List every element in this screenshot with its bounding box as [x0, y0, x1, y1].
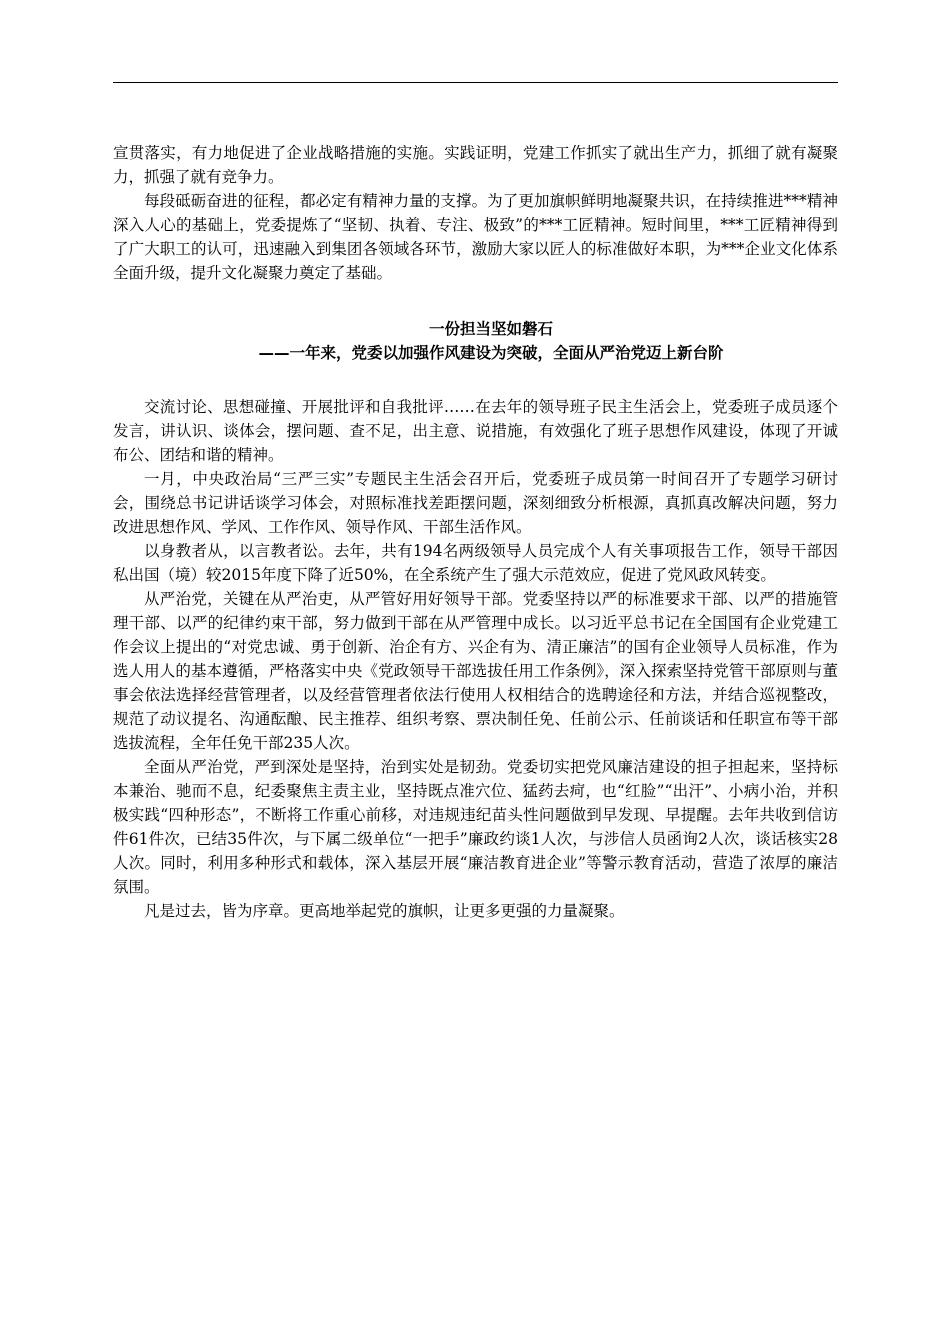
paragraph: 从严治党，关键在从严治吏，从严管好用好领导干部。党委坚持以严的标准要求干部、以严的措施管理干部、以严的纪律约束干部，努力做到干部在从严管理中成长。以习近平总书记在全国国有企业党建工作会议上提出的“对党忠诚、勇于创新、治企有方、兴企有为、清正廉洁”的国有企业领导人员标准，作为选人用人的基本遵循，严格落实中央《党政领导干部选拔任用工作条例》，深入探索坚持党管干部原则与董事会依法选择经营管理者，以及经营管理者依法行使用人权相结合的选聘途径和方法，并结合巡视整改，规范了动议提名、沟通酝酿、民主推荐、组织考察、票决制任免、任前公示、任前谈话和任职宣布等干部选拔流程，全年任免干部235人次。 [113, 590, 838, 752]
paragraph: 一月，中央政治局“三严三实”专题民主生活会召开后，党委班子成员第一时间召开了专题学习研讨会，围绕总书记讲话谈学习体会，对照标准找差距摆问题，深刻细致分析根源，真抓真改解决问题，努力改进思想作风、学风、工作作风、领导作风、干部生活作风。 [113, 470, 838, 536]
document-body [113, 141, 838, 923]
section-title: 一份担当坚如磐石 [428, 320, 553, 338]
header-rule [113, 82, 838, 83]
paragraph: 交流讨论、思想碰撞、开展批评和自我批评……在去年的领导班子民主生活会上，党委班子成员逐个发言，讲认识、谈体会，摆问题、查不足，出主意、说措施，有效强化了班子思想作风建设，体现了开诚布公、团结和谐的精神。 [113, 398, 838, 464]
paragraph: 每段砥砺奋进的征程，都必定有精神力量的支撑。为了更加旗帜鲜明地凝聚共识，在持续推进***精神深入人心的基础上，党委提炼了“坚韧、执着、专注、极致”的***工匠精神。短时间里，***工匠精神得到了广大职工的认可，迅速融入到集团各领域各环节，激励大家以匠人的标准做好本职，为***企业文化体系全面升级，提升文化凝聚力奠定了基础。 [113, 192, 838, 282]
paragraph: 凡是过去，皆为序章。更高地举起党的旗帜，让更多更强的力量凝聚。 [144, 902, 625, 920]
paragraph: 以身教者从，以言教者讼。去年，共有194名两级领导人员完成个人有关事项报告工作，领导干部因私出国（境）较2015年度下降了近50%，在全系统产生了强大示范效应，促进了党风政风转变。 [113, 542, 838, 584]
section-subtitle: ——一年来，党委以加强作风建设为突破，全面从严治党迈上新台阶 [258, 344, 724, 362]
paragraph: 全面从严治党，严到深处是坚持，治到实处是韧劲。党委切实把党风廉洁建设的担子担起来，坚持标本兼治、驰而不息，纪委聚焦主责主业，坚持既点准穴位、猛药去疴，也“红脸”“出汗”、小病小治，并积极实践“四种形态”，不断将工作重心前移，对违规违纪苗头性问题做到早发现、早提醒。去年共收到信访件61件次，已结35件次，与下属二级单位“一把手”廉政约谈1人次，与涉信人员函询2人次，谈话核实28人次。同时，利用多种形式和载体，深入基层开展“廉洁教育进企业”等警示教育活动，营造了浓厚的廉洁氛围。 [113, 758, 838, 896]
paragraph: 宣贯落实，有力地促进了企业战略措施的实施。实践证明，党建工作抓实了就出生产力，抓细了就有凝聚力，抓强了就有竞争力。 [113, 144, 838, 186]
